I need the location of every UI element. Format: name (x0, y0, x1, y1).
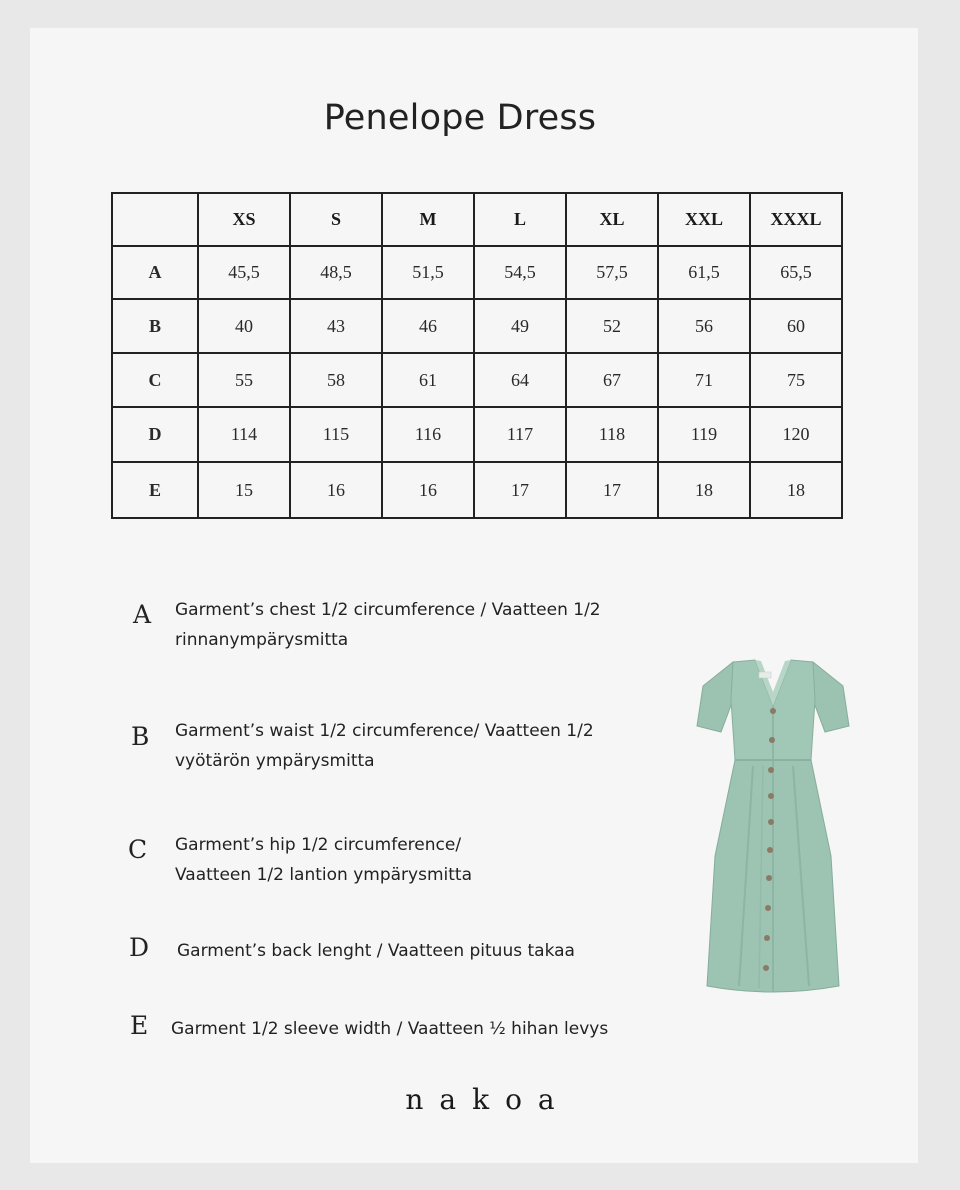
table-cell: 52 (566, 299, 658, 353)
row-label: A (112, 246, 198, 299)
table-cell: 61 (382, 353, 474, 407)
size-header-s: S (290, 193, 382, 246)
page-title: Penelope Dress (323, 98, 597, 138)
table-cell: 48,5 (290, 246, 382, 299)
brand-logo: nakoa (405, 1083, 571, 1116)
table-cell: 65,5 (750, 246, 842, 299)
table-cell: 43 (290, 299, 382, 353)
legend-letter-b: B (131, 722, 150, 751)
table-cell: 120 (750, 407, 842, 462)
table-cell: 60 (750, 299, 842, 353)
table-row (112, 462, 842, 518)
table-cell: 116 (382, 407, 474, 462)
table-cell: 49 (474, 299, 566, 353)
table-cell: 55 (198, 353, 290, 407)
table-cell: 67 (566, 353, 658, 407)
size-header-xxxl: XXXL (750, 193, 842, 246)
table-cell: 45,5 (198, 246, 290, 299)
table-cell: 119 (658, 407, 750, 462)
table-cell: 51,5 (382, 246, 474, 299)
table-cell: 58 (290, 353, 382, 407)
table-cell: 61,5 (658, 246, 750, 299)
dress-illustration-icon (693, 656, 853, 996)
legend-text-e (171, 1014, 641, 1044)
legend-line: Garment 1/2 sleeve width / Vaatteen ½ hihan levys (171, 1019, 609, 1039)
row-label: B (112, 299, 198, 353)
table-cell: 16 (290, 462, 382, 518)
table-cell: 117 (474, 407, 566, 462)
table-cell: 75 (750, 353, 842, 407)
legend-text-d (177, 936, 637, 966)
legend-letter-c: C (128, 835, 148, 864)
legend-text-c (175, 830, 635, 890)
table-cell: 46 (382, 299, 474, 353)
size-header-l: L (474, 193, 566, 246)
table-cell: 54,5 (474, 246, 566, 299)
table-cell: 18 (750, 462, 842, 518)
table-cell: 40 (198, 299, 290, 353)
row-label: C (112, 353, 198, 407)
table-cell: 118 (566, 407, 658, 462)
legend-letter-a: A (133, 600, 152, 629)
table-cell: 17 (474, 462, 566, 518)
table-cell: 57,5 (566, 246, 658, 299)
legend-line: Garment’s back lenght / Vaatteen pituus takaa (177, 941, 575, 961)
table-cell: 15 (198, 462, 290, 518)
size-table (111, 192, 843, 519)
legend-line: Vaatteen 1/2 lantion ympärysmitta (175, 865, 472, 885)
legend-line: Garment’s hip 1/2 circumference/ (175, 835, 462, 855)
table-cell: 71 (658, 353, 750, 407)
table-header-row (112, 193, 842, 246)
row-label: E (112, 462, 198, 518)
table-cell: 114 (198, 407, 290, 462)
legend-letter-d: D (129, 933, 150, 962)
table-cell: 18 (658, 462, 750, 518)
table-cell: 56 (658, 299, 750, 353)
legend-line: Garment’s chest 1/2 circumference / Vaatteen 1/2 (175, 600, 601, 620)
table-row (112, 407, 842, 462)
table-cell: 17 (566, 462, 658, 518)
legend-line: rinnanympärysmitta (175, 630, 349, 650)
legend-line: Garment’s waist 1/2 circumference/ Vaatteen 1/2 (175, 721, 594, 741)
size-header-xxl: XXL (658, 193, 750, 246)
size-header-m: M (382, 193, 474, 246)
table-row (112, 353, 842, 407)
legend-letter-e: E (130, 1011, 149, 1040)
table-row (112, 299, 842, 353)
legend-text-a (175, 595, 635, 655)
legend-text-b (175, 716, 632, 776)
table-row (112, 246, 842, 299)
legend-line: vyötärön ympärysmitta (175, 751, 375, 771)
row-label: D (112, 407, 198, 462)
table-cell: 115 (290, 407, 382, 462)
size-header-xs: XS (198, 193, 290, 246)
table-cell: 16 (382, 462, 474, 518)
size-header-xl: XL (566, 193, 658, 246)
table-cell: 64 (474, 353, 566, 407)
table-corner-cell (112, 193, 198, 246)
